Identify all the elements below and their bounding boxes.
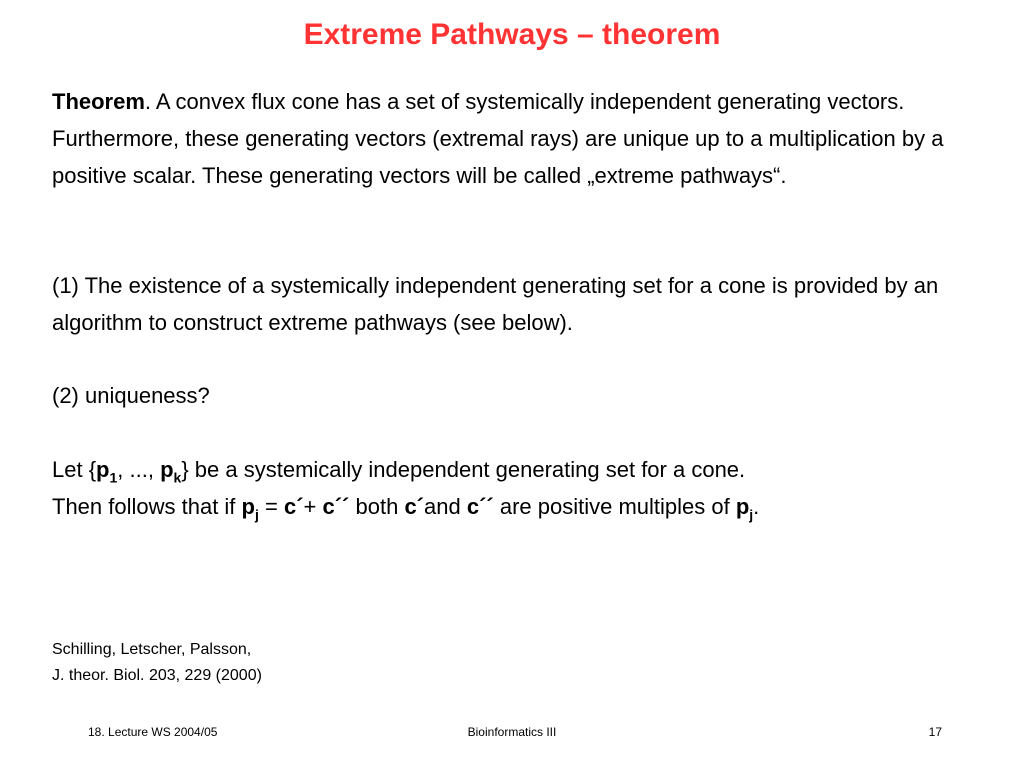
point-1-paragraph: (1) The existence of a systemically independent generating set for a cone is provided by an algorithm to construct extreme pathways (see below). (52, 273, 939, 335)
c-prime-symbol: c´ (283, 494, 304, 519)
footer-course: Bioinformatics III (467, 725, 557, 739)
then-text-3: + (303, 494, 323, 519)
subscript-1: 1 (109, 469, 118, 486)
then-text-6: are positive multiples of (493, 494, 736, 519)
p-j-symbol-2: $p_j$ (735, 494, 754, 523)
point-2-paragraph: (2) uniqueness? (52, 383, 210, 408)
let-text-3: } be a systemically independent generating set for a cone. (181, 457, 746, 482)
then-text-1: Then follows that if (52, 494, 242, 519)
reference (52, 637, 262, 689)
subscript-j: j (255, 506, 259, 523)
theorem-label: Theorem (52, 89, 145, 114)
theorem-text: . A convex flux cone has a set of systemically independent generating vectors. Furthermore, these generating vectors (extremal rays) are unique up to a multiplication by a positive scalar. These generating vectors will be called „extreme pathways“. (52, 89, 944, 188)
proof-paragraph (52, 451, 982, 525)
footer-page-number: 17 (928, 725, 942, 739)
p-1-symbol: $p_1$ (96, 457, 118, 486)
c-double-prime-symbol: c´´ (322, 494, 350, 519)
let-text-2: , ..., (117, 457, 161, 482)
reference-journal: J. theor. Biol. 203, 229 (2000) (52, 667, 262, 684)
c-prime-symbol-2: c´ (404, 494, 424, 519)
then-text-5: and (424, 494, 467, 519)
theorem-paragraph (52, 83, 982, 194)
then-text-7: . (753, 494, 760, 519)
c-double-prime-symbol-2: c´´ (466, 494, 494, 519)
then-text-4: both (349, 494, 405, 519)
p-k-symbol: $p_k$ (160, 457, 182, 486)
subscript-k: k (173, 469, 182, 486)
slide-title: Extreme Pathways – theorem (303, 18, 721, 51)
p-j-symbol: $p_j$ (241, 494, 259, 523)
subscript-j-2: j (749, 506, 754, 523)
footer-lecture: 18. Lecture WS 2004/05 (88, 725, 218, 739)
reference-authors: Schilling, Letscher, Palsson, (52, 641, 252, 658)
let-text-1: Let { (52, 457, 97, 482)
then-text-2: = (258, 494, 284, 519)
